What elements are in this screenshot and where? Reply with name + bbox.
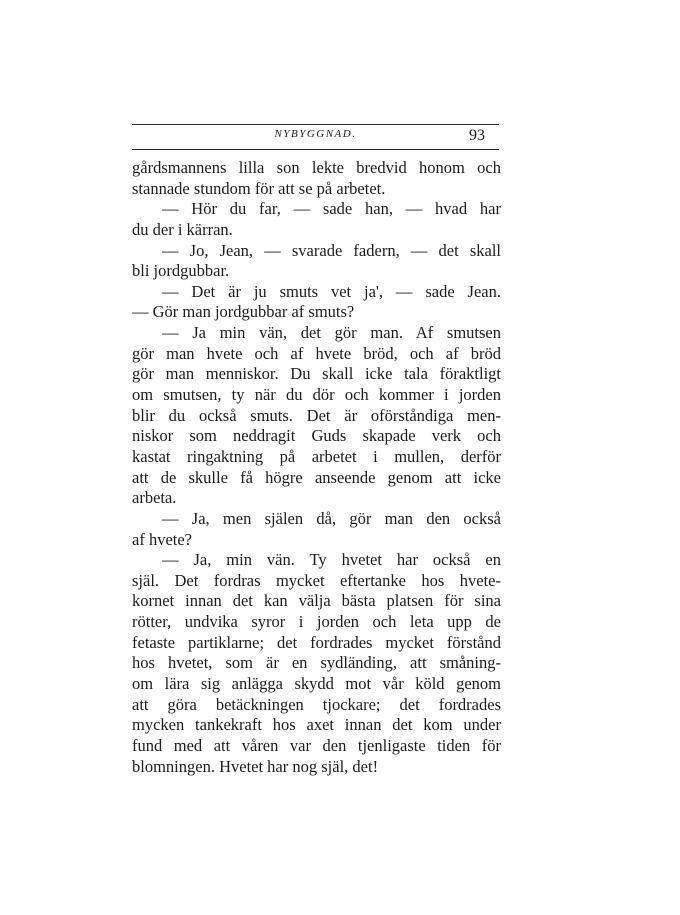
text-line: att göra betäckningen tjockare; det fordrades — [132, 694, 501, 714]
text-line: fetaste partiklarne; det fordrades mycket förstånd — [132, 632, 501, 652]
text-line: kastat ringaktning på arbetet i mullen, derför — [132, 446, 501, 466]
text-line: fund med att våren var den tjenligaste tiden för — [132, 735, 501, 755]
body-text — [132, 158, 501, 777]
running-title: NYBYGGNAD. — [274, 128, 357, 140]
text-line: arbeta. — [132, 488, 177, 508]
page-number: 93 — [469, 127, 485, 144]
text-line: af hvete? — [132, 529, 192, 549]
text-line: gör man hvete och af hvete bröd, och af bröd — [132, 343, 501, 363]
text-line: om smutsen, ty när du dör och kommer i jorden — [132, 385, 501, 405]
text-line: kornet innan det kan välja bästa platsen för sina — [132, 591, 501, 611]
text-line: bli jordgubbar. — [132, 261, 230, 281]
text-line: mycken tankekraft hos axet innan det kom under — [132, 715, 501, 735]
text-line: niskor som neddragit Guds skapade verk och — [132, 426, 501, 446]
running-head — [132, 126, 499, 148]
text-line: blomningen. Hvetet har nog själ, det! — [132, 756, 379, 776]
text-line: stannade stundom för att se på arbetet. — [132, 178, 386, 198]
text-line: — Gör man jordgubbar af smuts? — [132, 302, 355, 322]
text-line: om lära sig anlägga skydd mot vår köld genom — [132, 674, 501, 694]
text-line: — Ja, min vän. Ty hvetet har också en — [162, 550, 501, 570]
text-line: gör man menniskor. Du skall icke tala föraktligt — [132, 364, 501, 384]
text-line: gårdsmannens lilla son lekte bredvid honom och — [132, 158, 501, 177]
text-line: rötter, undvika syror i jorden och leta upp de — [132, 612, 501, 632]
text-line: — Ja, men själen då, gör man den också — [162, 508, 501, 528]
text-line: — Det är ju smuts vet ja', — sade Jean. — [162, 281, 501, 301]
text-line: själ. Det fordras mycket eftertanke hos hvete- — [132, 570, 501, 590]
text-line: — Hör du far, — sade han, — hvad har — [162, 199, 501, 219]
text-line: att de skulle få högre anseende genom att icke — [132, 467, 501, 487]
text-line: blir du också smuts. Det är oförståndiga men- — [132, 405, 501, 425]
text-line: du der i kärran. — [132, 219, 233, 239]
text-line: hos hvetet, som är en sydländing, att småning- — [132, 653, 501, 673]
text-line: — Ja min vän, det gör man. Af smutsen — [162, 323, 501, 343]
text-line: — Jo, Jean, — svarade fadern, — det skall — [162, 240, 501, 260]
header-rule-bottom — [132, 149, 499, 150]
header-rule-top — [132, 124, 499, 125]
